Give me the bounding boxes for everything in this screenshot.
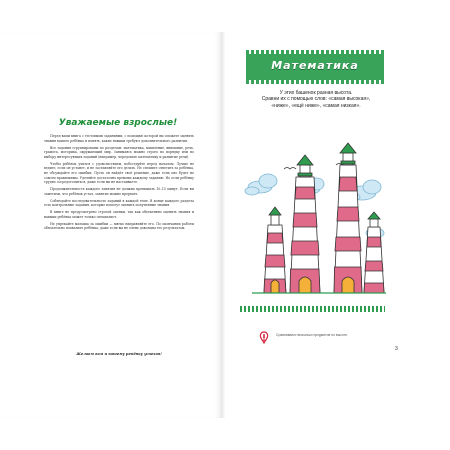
lighthouse-1 [264,207,286,293]
paragraph: Все задания сгруппированы по разделам: математика, мышление, внимание, речь, грамота, моторика, окружающий мир. Занимаясь можно строго по порядку или по выбору интересующих заданий (например, чередовать математику и развитие речи). [44,145,194,159]
closing-line: Желаем вам и вашему ребёнку успехов! [76,352,162,356]
awareness-icon [258,330,270,344]
lighthouses-illustration [244,115,386,308]
section-title: Математика [271,59,359,72]
seagull-icon [284,168,296,170]
page-number: 3 [395,346,398,352]
task-text [250,90,382,109]
task-line: «ниже», «ещё ниже», «самая низкая». [271,102,361,109]
paragraph: В книге не предусмотрено строгой оценки, так как объективно оценить знания и навыки ребёнка может только специалист. [44,210,194,219]
task-line: Сравни их с помощью слов: «самая высокая», [261,96,371,103]
left-page-text [44,134,194,233]
footer-note: Сравниваем несколько предметов по высоте. [276,333,349,337]
decorative-stripe [240,306,385,312]
paragraph: Не упрекайте малыша за ошибки — мягко направляйте его. По окончании работы обязательно похвалите ребёнка, даже если вы не очень довольны его результатом. [44,221,194,231]
cloud-icon [245,174,277,195]
lighthouse-4 [364,212,384,293]
paragraph: Чтобы ребёнок учился с удовольствием, побеседуйте перед началом. Лучше не ведите, если он устанет, и не заставляйте его делать. Не спешите ответить за ребёнка, не обсуждайте его ошибки. Пусть он найдёт своё решение, даже если оно будет не совсем правильным. Уделяйте достаточно времени каждому заданию. Но если ребёнку трудно сосредоточиться, даже если вы не настаиваете. [44,161,194,185]
left-page-title: Уважаемые взрослые! [58,118,178,128]
task-line: У этих башенок разная высота. [279,90,353,96]
paragraph: Соблюдайте последовательность заданий в каждой теме. В конце каждого раздела есть контрольные задания, которые помогут оценить полученные знания. [44,198,194,208]
lighthouse-2 [290,155,320,293]
paragraph: Продолжительность каждого занятия не должна превышать 10–15 минут. Если вы заметили, что ребёнок устал, занятие можно прервать. [44,187,194,196]
lighthouse-3 [334,143,362,293]
paragraph: Перед вами книга с тестовыми заданиями, с помощью которой вы сможете оценить знания вашего ребёнка и понять, какие навыки требуют дополнительного развития. [44,134,194,143]
